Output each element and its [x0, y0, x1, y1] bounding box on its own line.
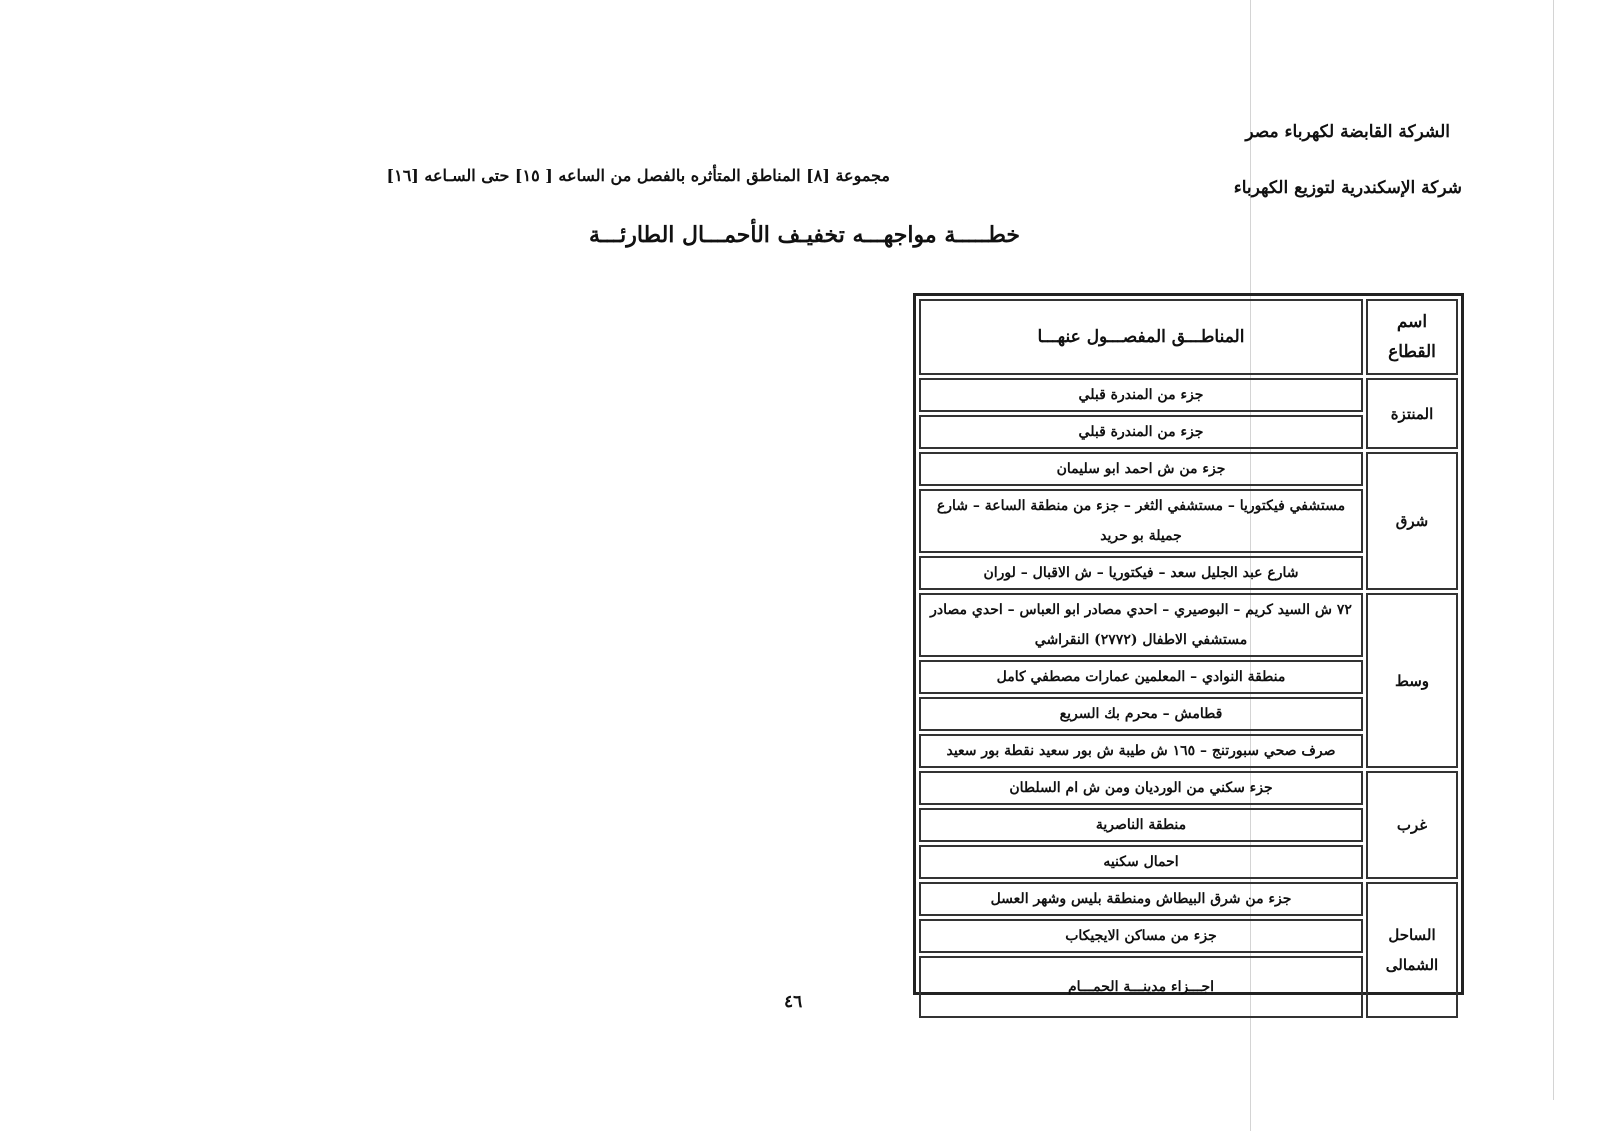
group-schedule-line: مجموعة [٨] المناطق المتأثره بالفصل من الساعه [ ١٥] حتى السـاعه [١٦]: [386, 166, 890, 185]
area-cell: مستشفي فيكتوريا – مستشفي الثغر – جزء من منطقة الساعة – شارع جميلة بو حريد: [919, 489, 1363, 553]
distribution-company-name: شركة الإسكندرية لتوزيع الكهرباء: [1233, 178, 1462, 198]
page-number: ٤٦: [784, 992, 803, 1012]
scan-fold-line-right: [1553, 0, 1554, 1100]
sector-column-header: اسم القطاع: [1366, 299, 1458, 375]
area-cell: ٧٢ ش السيد كريم – البوصيري – احدي مصادر ابو العباس – احدي مصادر مستشفي الاطفال (٢٧٧٢) النقراشي: [919, 593, 1363, 657]
page-title: خطـــــة مواجهـــه تخفيـف الأحمـــال الطارئـــة: [588, 222, 1020, 248]
area-cell: جزء من المندرة قبلي: [919, 378, 1363, 412]
area-cell: اجـــزاء مدينـــة الحمـــام: [919, 956, 1363, 1018]
areas-table-frame: [913, 293, 1464, 995]
area-cell: جزء سكني من الورديان ومن ش ام السلطان: [919, 771, 1363, 805]
area-cell: منطقة النوادي – المعلمين عمارات مصطفي كامل: [919, 660, 1363, 694]
area-cell: شارع عبد الجليل سعد – فيكتوريا – ش الاقبال – لوران: [919, 556, 1363, 590]
table-header-row: [919, 299, 1458, 375]
table-row: [919, 882, 1458, 916]
sector-cell: شرق: [1366, 452, 1458, 590]
areas-column-header: المناطـــق المفصـــول عنهـــا: [919, 299, 1363, 375]
area-cell: جزء من ش احمد ابو سليمان: [919, 452, 1363, 486]
area-cell: صرف صحي سبورتنج – ١٦٥ ش طيبة ش بور سعيد نقطة بور سعيد: [919, 734, 1363, 768]
area-cell: احمال سكنيه: [919, 845, 1363, 879]
table-row: [919, 593, 1458, 657]
sector-cell: الساحل الشمالى: [1366, 882, 1458, 1018]
table-row: [919, 378, 1458, 412]
holding-company-name: الشركة القابضة لكهرباء مصر: [1245, 122, 1450, 142]
sector-cell: وسط: [1366, 593, 1458, 768]
table-row: [919, 452, 1458, 486]
area-cell: قطامش – محرم بك السريع: [919, 697, 1363, 731]
area-cell: جزء من المندرة قبلي: [919, 415, 1363, 449]
areas-table: [916, 296, 1461, 1021]
sector-cell: غرب: [1366, 771, 1458, 879]
area-cell: جزء من مساكن الايجيكاب: [919, 919, 1363, 953]
table-row: [919, 771, 1458, 805]
area-cell: جزء من شرق البيطاش ومنطقة بليس وشهر العسل: [919, 882, 1363, 916]
area-cell: منطقة الناصرية: [919, 808, 1363, 842]
sector-cell: المنتزة: [1366, 378, 1458, 449]
